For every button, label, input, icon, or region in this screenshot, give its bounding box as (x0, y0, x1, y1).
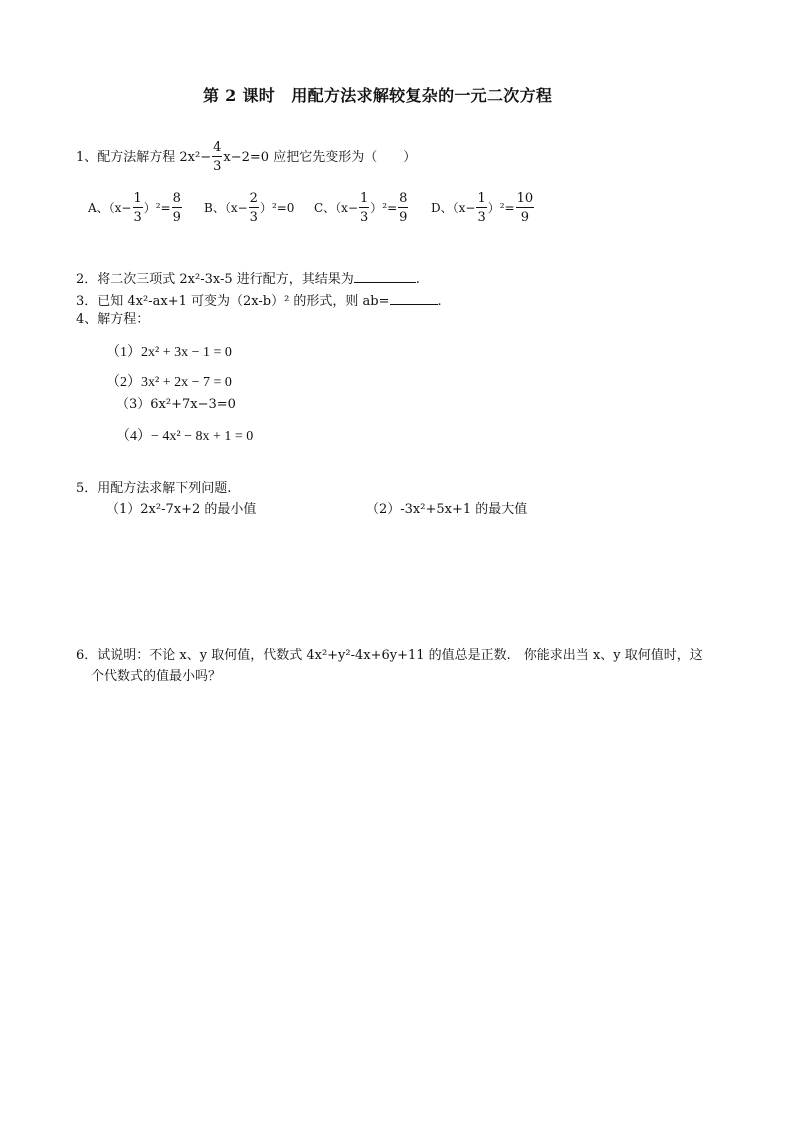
option-a-fraction-2 (172, 192, 182, 224)
question-2-end: . (415, 272, 420, 287)
question-6-line-1: 6．试说明：不论 x、y 取何值，代数式 4x²+y²-4x+6y+11 的值总是正数. 你能求出当 x、y 取何值时，这 (76, 648, 703, 663)
option-b-tail: ）²=0 (259, 201, 295, 215)
fraction-numerator: 8 (172, 191, 181, 206)
question-5-part-2: （2）-3x²+5x+1 的最大值 (366, 502, 528, 517)
question-5-part-1: （1）2x²-7x+2 的最小值 (106, 502, 257, 517)
option-c-fraction-2 (398, 192, 408, 224)
question-6-line-2: 个代数式的值最小吗？ (91, 669, 222, 684)
equation-4: （4）− 4x² − 8x + 1 = 0 (116, 429, 254, 444)
fraction-numerator: 4 (213, 140, 222, 155)
answer-blank[interactable] (354, 270, 416, 283)
question-5-heading: 5．用配方法求解下列问题. (76, 481, 232, 496)
equation-1: （1）2x² + 3x − 1 = 0 (106, 345, 232, 360)
question-2 (76, 270, 420, 286)
question-1-prefix: 1、配方法解方程 2x²− (76, 149, 212, 165)
fraction-numerator: 1 (477, 191, 486, 206)
equation-3: （3）6x²+7x−3=0 (116, 397, 236, 412)
question-4-heading: 4、解方程： (76, 312, 150, 327)
fraction-denominator: 3 (249, 210, 258, 225)
question-3-text: 3．已知 4x²-ax+1 可变为（2x-b）² 的形式，则 ab= (76, 294, 390, 309)
fraction-denominator: 3 (213, 159, 222, 174)
question-3-end: . (437, 294, 442, 309)
fraction-numerator: 8 (399, 191, 408, 206)
fraction-denominator: 9 (399, 210, 408, 225)
question-1-fraction (212, 141, 222, 173)
equation-2: （2）3x² + 2x − 7 = 0 (106, 375, 232, 390)
option-a (88, 192, 183, 224)
page-title: 第 2 课时 用配方法求解较复杂的一元二次方程 (203, 86, 553, 105)
option-c (314, 192, 409, 224)
option-d-fraction-2 (516, 192, 535, 224)
question-1-suffix: x−2=0 应把它先变形为（ ） (223, 149, 417, 165)
question-2-text: 2．将二次三项式 2x²-3x-5 进行配方，其结果为 (76, 272, 354, 287)
fraction-denominator: 9 (520, 210, 530, 225)
option-a-label: A、（x− (88, 201, 132, 215)
fraction-denominator: 3 (360, 210, 369, 225)
fraction-denominator: 3 (133, 210, 142, 225)
fraction-numerator: 2 (249, 191, 258, 206)
option-a-mid: ）²= (143, 201, 171, 215)
fraction-denominator: 9 (172, 210, 181, 225)
option-d-mid: ）²= (487, 201, 515, 215)
option-c-mid: ）²= (370, 201, 398, 215)
answer-blank[interactable] (390, 292, 438, 305)
question-3 (76, 292, 442, 308)
fraction-numerator: 10 (516, 191, 534, 206)
option-c-fraction-1 (359, 192, 369, 224)
option-b (204, 192, 294, 224)
option-c-label: C、（x− (314, 201, 359, 215)
fraction-numerator: 1 (360, 191, 369, 206)
fraction-numerator: 1 (133, 191, 142, 206)
option-a-fraction-1 (133, 192, 143, 224)
question-1 (76, 141, 416, 173)
fraction-denominator: 3 (477, 210, 486, 225)
option-d (431, 192, 535, 224)
option-d-label: D、（x− (431, 201, 476, 215)
option-b-fraction-1 (249, 192, 259, 224)
option-d-fraction-1 (476, 192, 486, 224)
option-b-label: B、（x− (204, 201, 248, 215)
